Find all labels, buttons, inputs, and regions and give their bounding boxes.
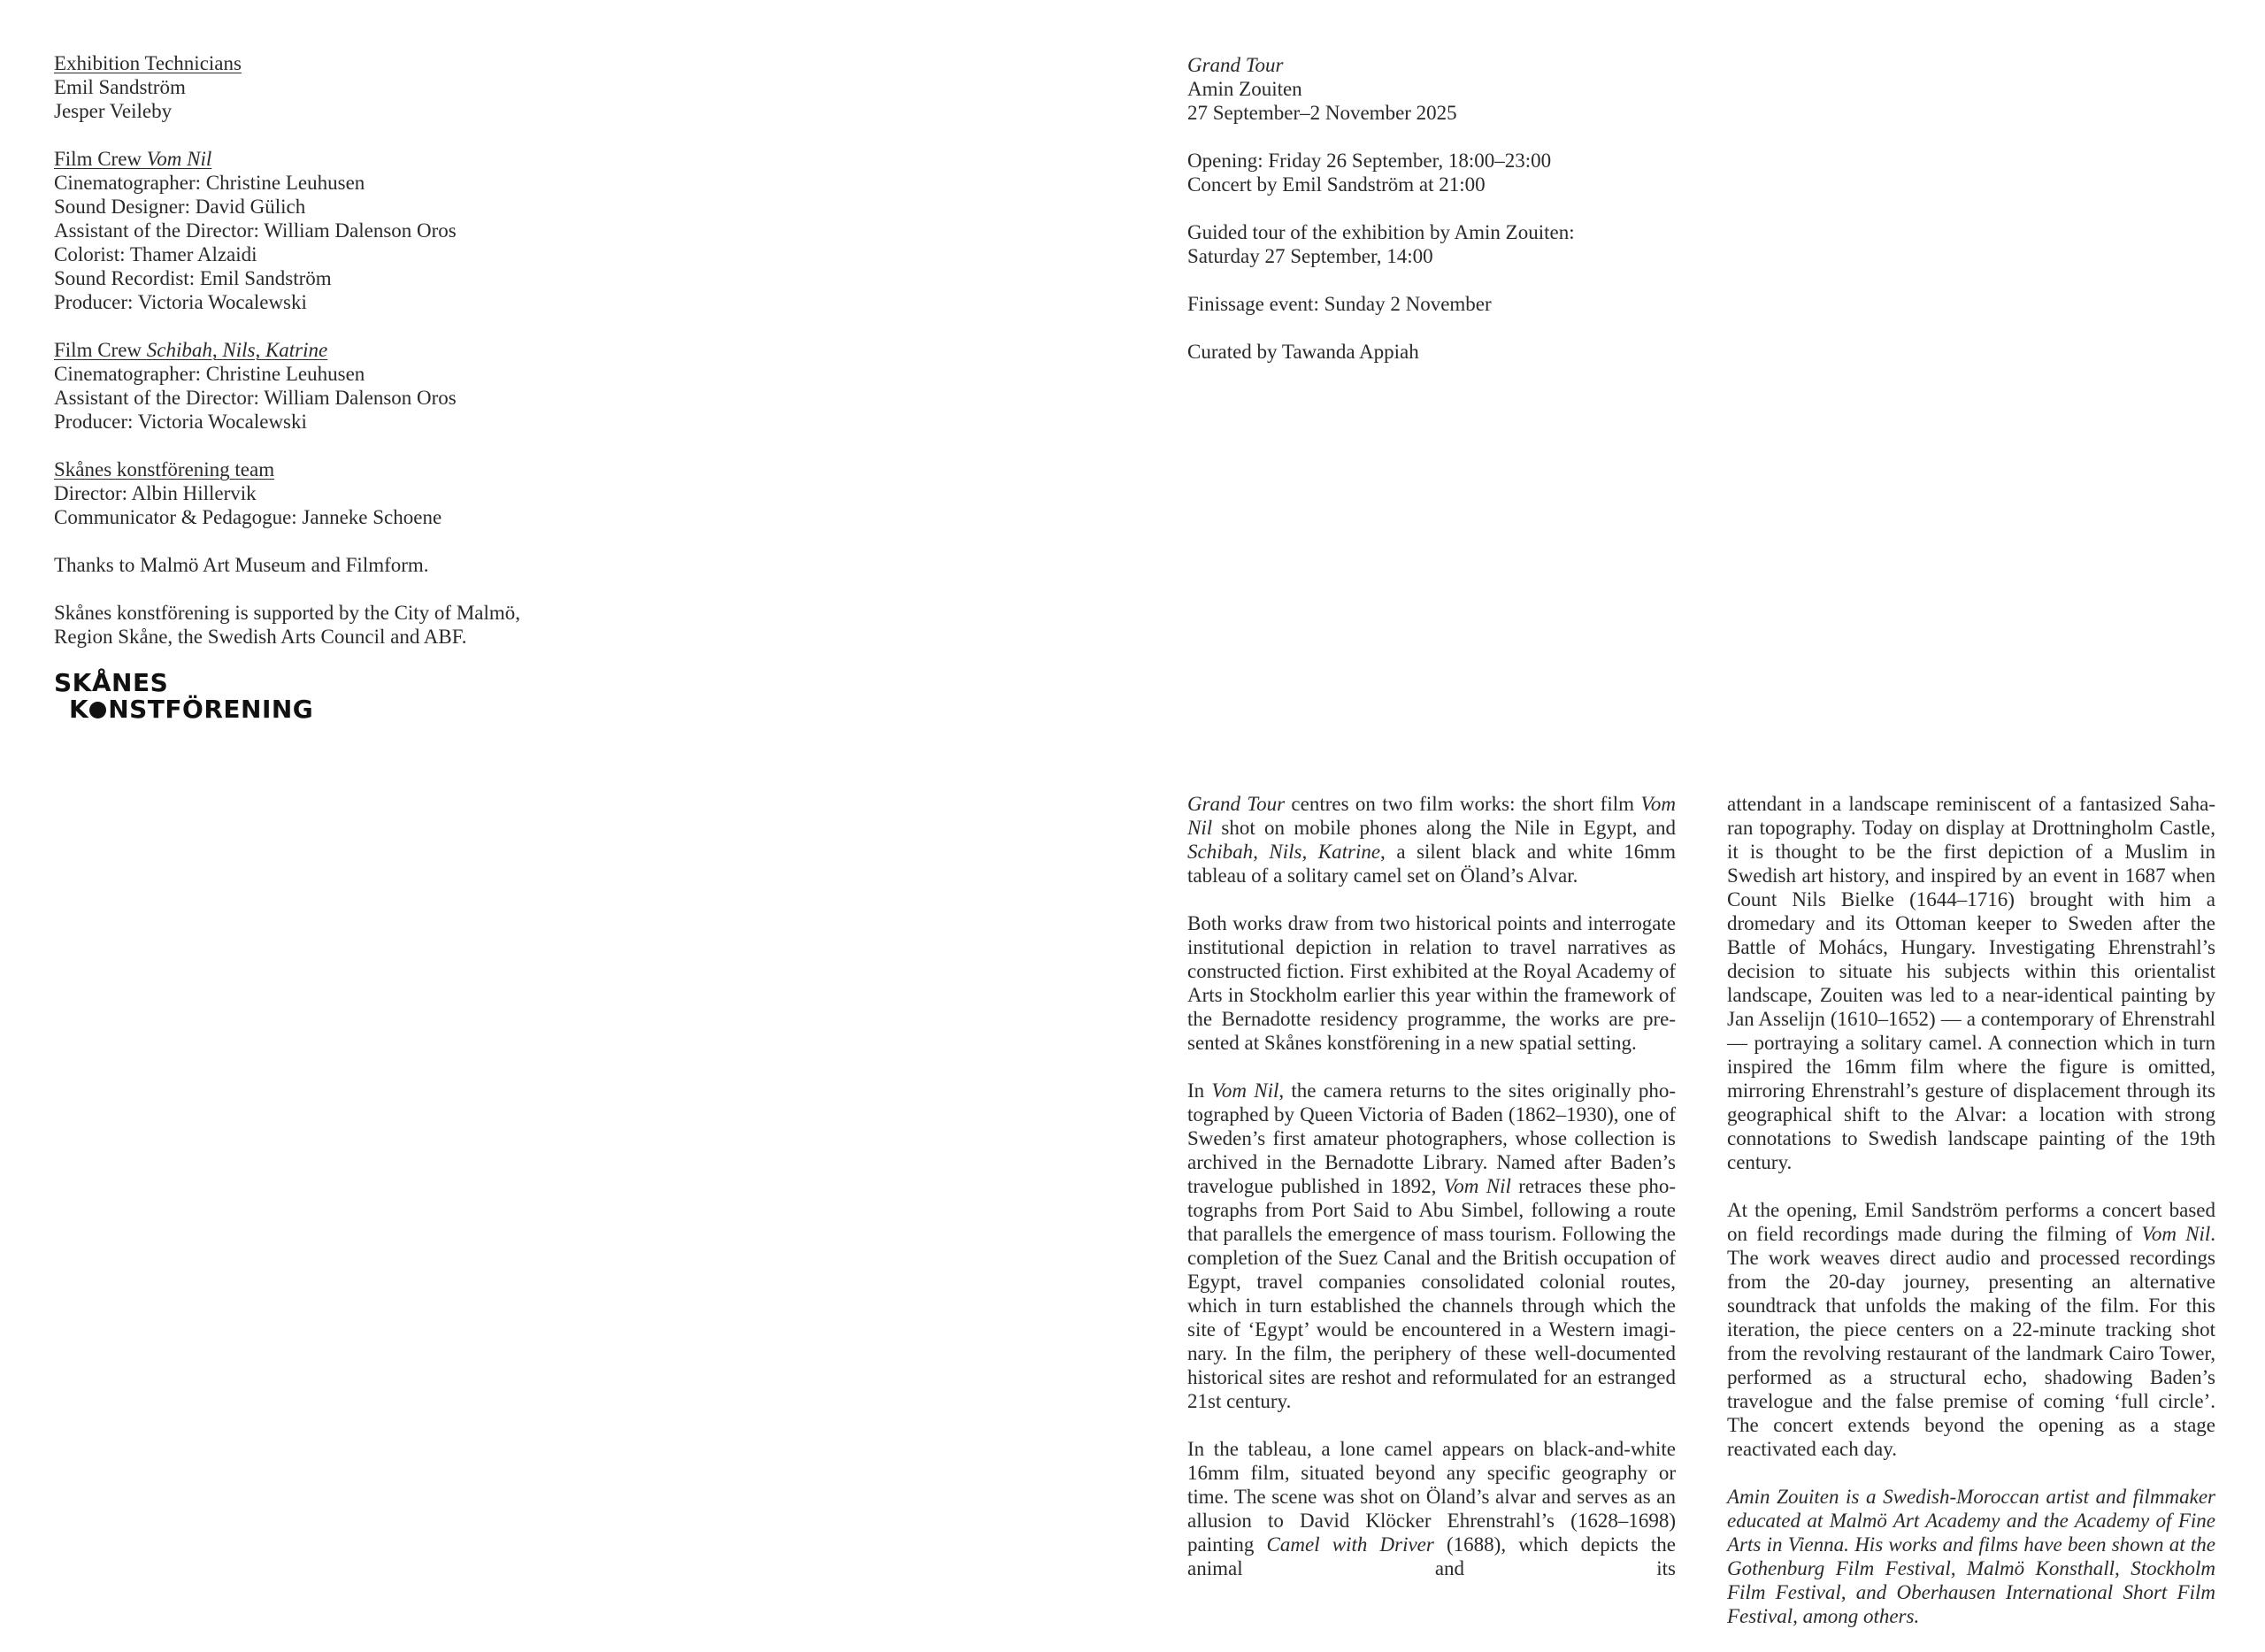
italic-title-text: Vom Nil: [1443, 1175, 1511, 1197]
logo-dot-icon: [89, 702, 106, 718]
credit-line: Assistant of the Director: William Dalenson Oros: [54, 387, 457, 409]
paragraph-text: shot on mobile phones along the Nile in Egypt, and: [1212, 817, 1676, 839]
credit-line: Emil Sandström: [54, 76, 186, 98]
credits-column: [54, 51, 603, 649]
exhibition-dates: 27 September–2 November 2025: [1187, 102, 1457, 124]
support-text: Region Skåne, the Swedish Arts Council and ABF.: [54, 626, 467, 648]
essay-paragraph-1: [1187, 792, 1676, 887]
artist-bio-text: Amin Zouiten is a Swedish-Moroccan artist and filmmaker educated at Malmö Art Academy and the Academy of Fine Arts in Vienna. His works and films have been shown at the Gothenburg Film Festival, Malmö Konsthall, Stockholm Film Festival, and Oberhausen International Short Film Festival, among others.: [1727, 1486, 2215, 1627]
credit-line: Producer: Victoria Wocalewski: [54, 411, 307, 433]
paragraph-text: retraces these photographs from Port Said to Abu Simbel, following a route that parallels the emergence of mass tourism. Following the completion of the Suez Canal and the British occupation of Egypt, travel companies consolidated colonial routes, which in turn established the channels through which the site of ‘Egypt’ would be encountered in a Western imaginary. In the film, the periphery of these well-documented historical sites are reshot and reformulated for an estranged 21st century.: [1187, 1175, 1676, 1412]
essay-column-1: [1187, 792, 1676, 1604]
film-crew-schibah-heading: [54, 338, 603, 362]
paragraph-text: In: [1187, 1080, 1212, 1102]
essay-column-2: [1727, 792, 2215, 1652]
heading-film-title: Schibah, Nils, Katrine: [146, 339, 328, 361]
essay-paragraph-3: [1187, 1079, 1676, 1413]
paragraph-text: centres on two film works: the short film: [1285, 793, 1641, 815]
credit-line: Assistant of the Director: William Dalenson Oros: [54, 219, 457, 242]
credit-line: Cinematographer: Christine Leuhusen: [54, 363, 365, 385]
paragraph-text: In the tableau, a lone camel appears on black-and-white 16mm film, situated beyond any specific geography or time. The scene was shot on Öland’s alvar and serves as an allusion to David Klöcker Ehrenstrahl’s (1628–1698) painting: [1187, 1438, 1676, 1556]
skanes-konstforening-logo: [54, 670, 313, 723]
paragraph-text: , the camera returns to the sites originally photographed by Queen Victoria of Baden (1862–1930), one of Sweden’s first amateur photographers, whose collection is archived in the Bernadotte Library. Named after Baden’s travelogue published in 1892,: [1187, 1080, 1676, 1197]
logo-line-2: [54, 696, 313, 723]
credit-line: Colorist: Thamer Alzaidi: [54, 243, 257, 265]
guided-tour-date: Saturday 27 September, 14:00: [1187, 245, 1433, 267]
italic-title-text: Vom Nil: [2141, 1223, 2211, 1245]
heading-film-title: Vom Nil: [146, 148, 212, 170]
italic-title-text: Vom Nil: [1211, 1080, 1279, 1102]
essay-paragraph-4-continued: [1727, 792, 2215, 1174]
credit-line: Cinematographer: Christine Leuhusen: [54, 172, 365, 194]
team-heading: Skånes konstförening team: [54, 458, 275, 480]
guided-tour-info: Guided tour of the exhibition by Amin Zouiten:: [1187, 221, 1575, 243]
essay-paragraph-4: [1187, 1437, 1676, 1580]
credit-line: Communicator & Pedagogue: Janneke Schoene: [54, 506, 442, 528]
exhibition-info: [1187, 53, 1718, 364]
thanks-text: Thanks to Malmö Art Museum and Filmform.: [54, 554, 429, 576]
film-crew-vom-nil-heading: [54, 147, 603, 171]
logo-letters: NSTFÖRENING: [108, 695, 314, 724]
credit-line: Director: Albin Hillervik: [54, 482, 257, 504]
paragraph-text: . The work weaves direct audio and processed recordings from the 20-day journey, presenting an alternative soundtrack that unfolds the making of the film. For this iteration, the piece centers on a 22-minute tracking shot from the revolving restaurant of the landmark Cairo Tower, performed as a structural echo, shadowing Baden’s travelogue and the false premise of coming ‘full circle’. The concert extends beyond the opening as a stage reactivated each day.: [1727, 1223, 2216, 1460]
credit-line: Sound Designer: David Gülich: [54, 196, 306, 218]
paragraph-text: attendant in a landscape reminiscent of a fantasized Saharan topography. Today on display at Drottningholm Castle, it is thought to be the first depiction of a Muslim in Swedish art history, and inspired by an event in 1687 when Count Nils Bielke (1644–1716) brought with him a dromedary and its Ottoman keeper to Sweden after the Battle of Mohács, Hungary. Investigating Ehrenstrahl’s decision to situate his subjects within this orientalist landscape, Zouiten was led to a near-identical painting by Jan Asselijn (1610–1652) — a contemporary of Ehrenstrahl — portraying a solitary camel. A connection which in turn inspired the 16mm film where the figure is omitted, mirroring Ehrenstrahl’s gesture of displacement through its geographical shift to the Alvar: a location with strong connotations to Swedish landscape painting of the 19th century.: [1727, 793, 2215, 1173]
heading-prefix: Film Crew: [54, 148, 147, 170]
italic-title-text: Grand Tour: [1187, 793, 1286, 815]
credit-line: Producer: Victoria Wocalewski: [54, 291, 307, 313]
credit-line: Sound Recordist: Emil Sandström: [54, 267, 332, 289]
technicians-heading: Exhibition Technicians: [54, 52, 242, 74]
heading-prefix: Film Crew: [54, 339, 147, 361]
curator-info: Curated by Tawanda Appiah: [1187, 341, 1419, 363]
essay-paragraph-2: [1187, 911, 1676, 1055]
italic-title-text: Schibah, Nils, Katrine,: [1187, 841, 1386, 863]
concert-info: Concert by Emil Sandström at 21:00: [1187, 173, 1486, 196]
paragraph-text: a silent black and white 16mm tableau of a solitary camel set on Öland’s Alvar.: [1187, 841, 1676, 887]
italic-title-text: Camel with Driver: [1266, 1533, 1434, 1556]
credit-line: Jesper Veileby: [54, 100, 173, 122]
opening-info: Opening: Friday 26 September, 18:00–23:00: [1187, 150, 1552, 172]
paragraph-text: At the opening, Emil Sandström performs a concert based on field recordings made during the filming of: [1727, 1199, 2215, 1245]
finissage-info: Finissage event: Sunday 2 November: [1187, 293, 1492, 315]
logo-line-1: SKÅNES: [54, 668, 169, 697]
artist-bio: [1727, 1485, 2215, 1628]
essay-paragraph-5: [1727, 1198, 2215, 1461]
exhibition-title: Grand Tour: [1187, 54, 1284, 76]
italic-title-text: Vom Nil: [1187, 793, 1676, 839]
support-text: Skånes konstförening is supported by the City of Malmö,: [54, 602, 521, 624]
paragraph-text: (1688), which depicts the animal and its: [1187, 1533, 1676, 1579]
paragraph-text: Both works draw from two historical points and interrogate institutional depiction in relation to travel narratives as constructed fiction. First exhibited at the Royal Academy of Arts in Stockholm earlier this year within the framework of the Bernadotte residency programme, the works are presented at Skånes konstförening in a new spatial setting.: [1187, 912, 1676, 1054]
artist-name: Amin Zouiten: [1187, 78, 1302, 100]
logo-letter: K: [69, 695, 89, 724]
